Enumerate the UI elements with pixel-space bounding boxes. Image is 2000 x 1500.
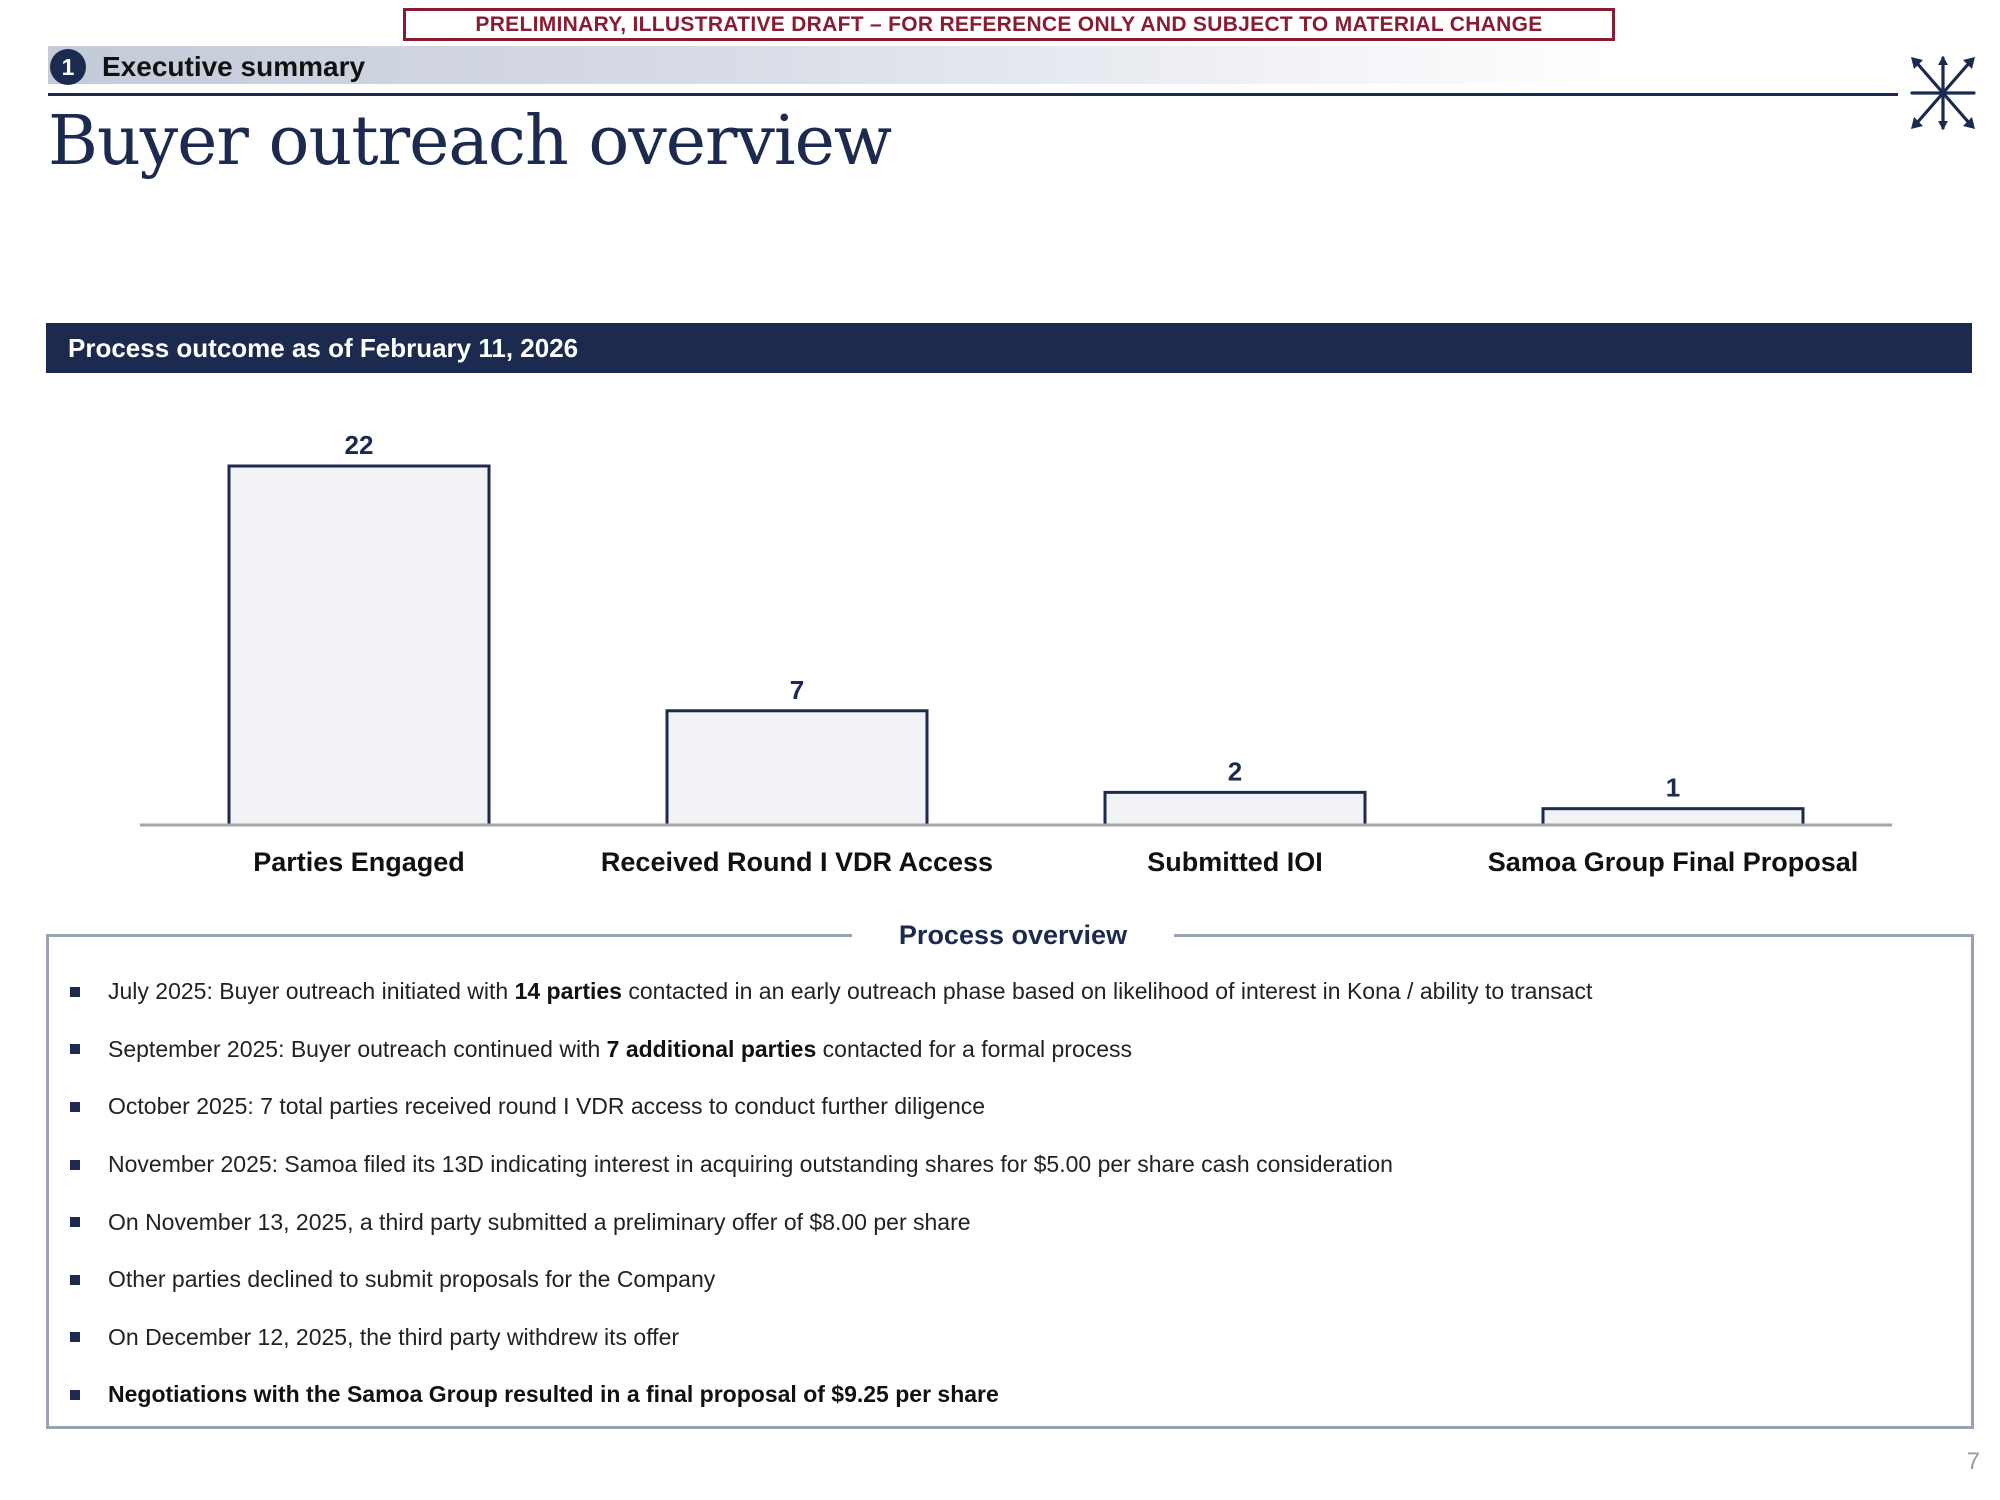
process-overview-bullet: [70, 1021, 1950, 1079]
process-overview-bullet: [70, 1309, 1950, 1367]
bar-2: [1105, 792, 1365, 825]
section-title: Executive summary: [102, 51, 366, 82]
data-label: 1: [1665, 772, 1681, 803]
bar-chart: [0, 420, 2000, 890]
arrows-burst-icon: [1910, 56, 1976, 130]
bullet-square-icon: [70, 1044, 80, 1054]
bullet-square-icon: [70, 1217, 80, 1227]
process-overview-bullet: [70, 1251, 1950, 1309]
bullet-text: On November 13, 2025, a third party submitted a preliminary offer of $8.00 per share: [108, 1208, 971, 1235]
process-overview-bullet: [70, 963, 1950, 1021]
process-overview-list: [70, 963, 1950, 1424]
draft-banner: PRELIMINARY, ILLUSTRATIVE DRAFT – FOR REFERENCE ONLY AND SUBJECT TO MATERIAL CHANGE: [403, 8, 1615, 41]
bullet-text: October 2025: 7 total parties received round I VDR access to conduct further diligence: [108, 1093, 986, 1120]
chart-section-header: Process outcome as of February 11, 2026: [46, 323, 1972, 373]
category-label: Received Round I VDR Access: [600, 847, 994, 877]
bullet-square-icon: [70, 1390, 80, 1400]
process-overview-bullet: [70, 1366, 1950, 1424]
data-label: 22: [344, 430, 374, 460]
category-label: Parties Engaged: [253, 847, 465, 877]
section-number-badge: 1: [50, 49, 86, 85]
process-overview-bullet: [70, 1136, 1950, 1194]
bar-1: [667, 711, 927, 825]
bullet-text: On December 12, 2025, the third party withdrew its offer: [108, 1323, 680, 1350]
process-overview-bullet: [70, 1193, 1950, 1251]
process-overview-bullet: [70, 1078, 1950, 1136]
bullet-square-icon: [70, 1102, 80, 1112]
page-title: Buyer outreach overview: [48, 102, 892, 181]
bullet-text: November 2025: Samoa filed its 13D indicating interest in acquiring outstanding shares for $5.00 per share cash consideration: [108, 1151, 1393, 1178]
process-overview-title: Process overview: [852, 916, 1174, 954]
bar-chart-svg: [0, 420, 2000, 890]
bullet-text: Other parties declined to submit proposals for the Company: [108, 1266, 716, 1293]
bullet-text: July 2025: Buyer outreach initiated with 14 parties contacted in an early outreach phase based on likelihood of interest in Kona / ability to transact: [108, 978, 1593, 1005]
page-number: 7: [1966, 1448, 1980, 1475]
data-label: 2: [1227, 756, 1243, 787]
bullet-text: Negotiations with the Samoa Group resulted in a final proposal of $9.25 per share: [108, 1381, 999, 1408]
bullet-square-icon: [70, 1275, 80, 1285]
data-label: 7: [789, 674, 805, 705]
bullet-square-icon: [70, 1160, 80, 1170]
category-label: Samoa Group Final Proposal: [1487, 847, 1859, 877]
category-label: Submitted IOI: [1147, 847, 1323, 877]
bullet-square-icon: [70, 1332, 80, 1342]
bar-0: [229, 466, 489, 825]
bar-3: [1543, 809, 1803, 825]
bullet-text: September 2025: Buyer outreach continued with 7 additional parties contacted for a formal process: [108, 1035, 1133, 1062]
header-rule: [48, 93, 1898, 96]
bullet-square-icon: [70, 987, 80, 997]
